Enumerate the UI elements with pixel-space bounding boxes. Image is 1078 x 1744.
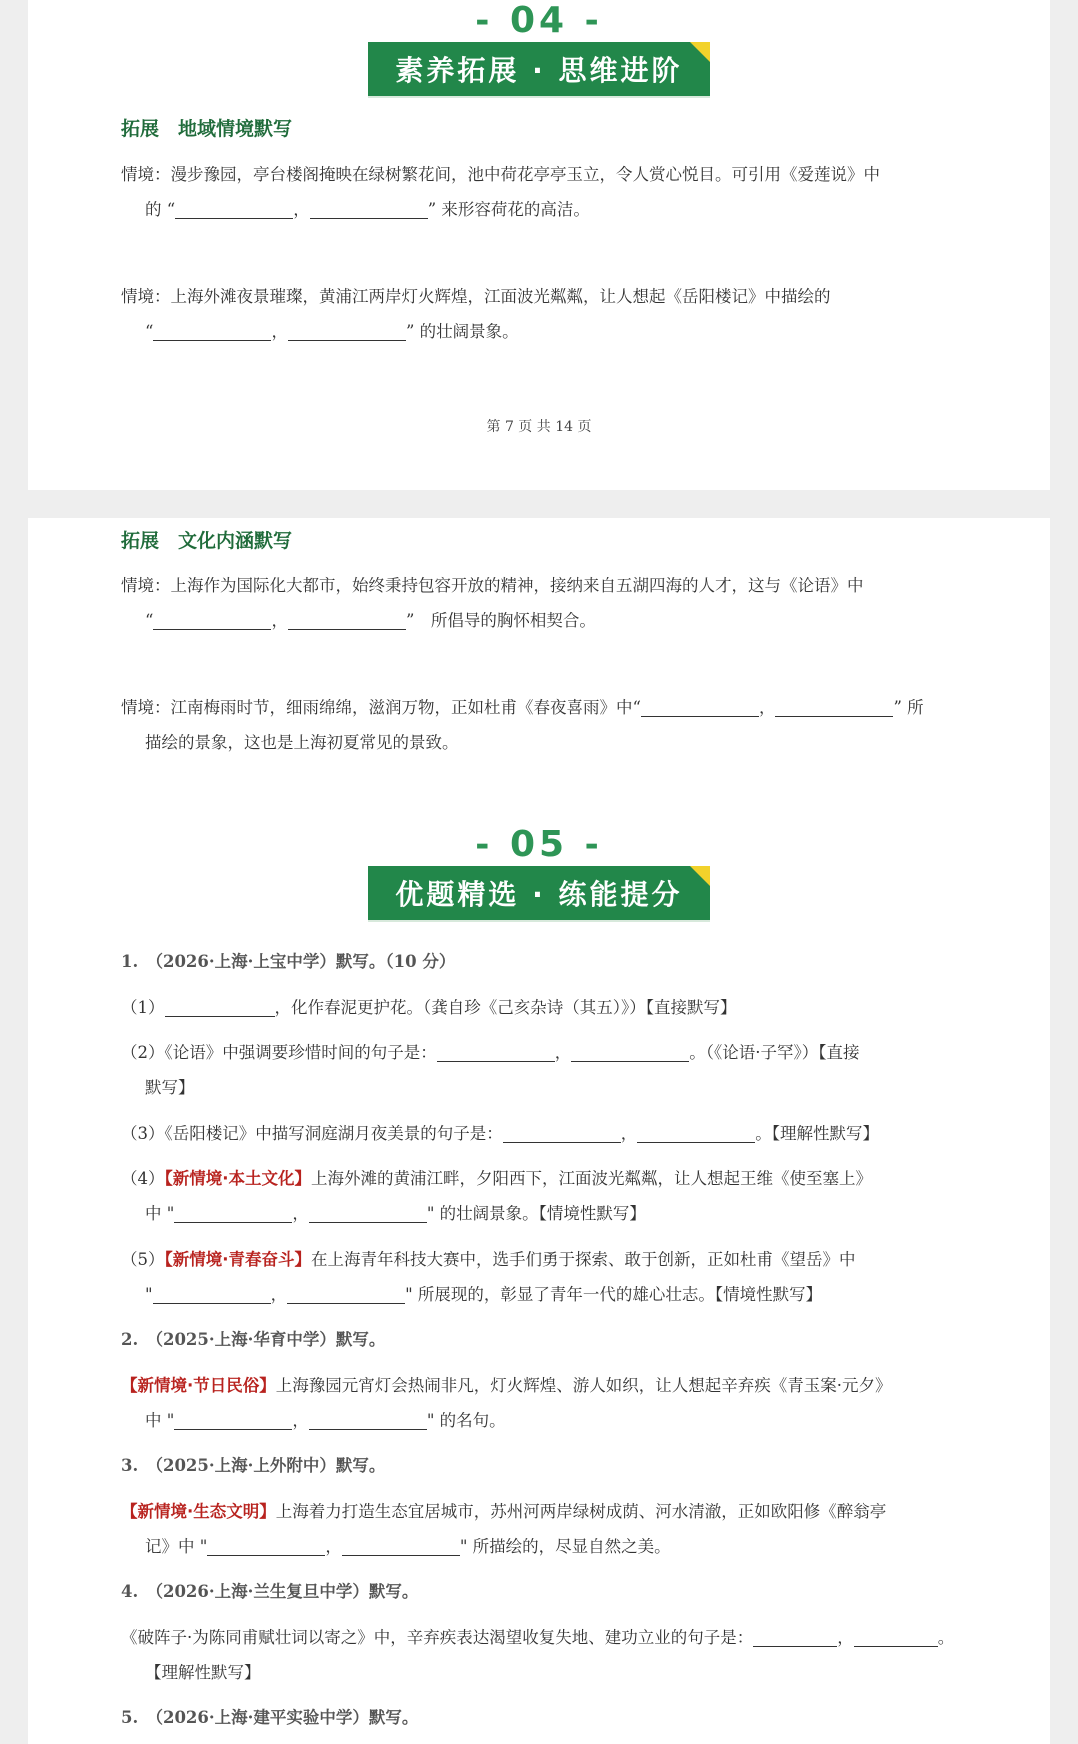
text: ” 所倡导的胸怀相契合。	[405, 611, 596, 630]
question-item	[121, 279, 981, 349]
context-tag: 【新情境·青春奋斗】	[164, 1250, 312, 1269]
text: （1）	[121, 998, 165, 1017]
question-line: 描绘的景象，这也是上海初夏常见的景致。	[145, 733, 459, 752]
document-page-7	[28, 0, 1050, 490]
text: （5）	[121, 1250, 165, 1269]
context-tag: 【新情境·节日民俗】	[121, 1376, 276, 1395]
question-line: “ ， ” 的壮阔景象。	[145, 322, 519, 341]
text: （2）《论语》中强调要珍惜时间的句子是：	[121, 1043, 437, 1062]
dash-left: -	[475, 1, 494, 41]
answer-blank[interactable]	[309, 1409, 427, 1430]
text: ” 的壮阔景象。	[405, 322, 519, 341]
text: " 所描绘的，尽显自然之美。	[459, 1537, 671, 1556]
subsection-title: 拓展 文化内涵默写	[121, 530, 293, 552]
answer-blank[interactable]	[854, 1626, 938, 1647]
text: ，化作春泥更护花。（龚自珍《己亥杂诗（其五）》）【直接默写】	[274, 998, 737, 1017]
context-tag: 【新情境·本土文化】	[164, 1169, 312, 1188]
text: ” 所	[893, 698, 924, 717]
question-item	[121, 157, 981, 227]
banner-text: 优题精选 · 练能提分	[395, 878, 683, 911]
answer-blank[interactable]	[288, 609, 406, 630]
section-banner-04	[368, 42, 710, 96]
text: 上海外滩的黄浦江畔，夕阳西下，江面波光粼粼，让人想起王维《使至塞上》	[311, 1169, 873, 1188]
question-line: 中 " ， " 的名句。	[145, 1411, 506, 1430]
text: 的 “	[145, 200, 176, 219]
banner-corner-decoration	[690, 866, 710, 886]
dash-right: -	[584, 1, 603, 41]
section-number-text: 05	[509, 824, 569, 865]
document-page-8	[28, 518, 1050, 1744]
question-item	[121, 1368, 981, 1438]
answer-blank[interactable]	[775, 696, 893, 717]
text: 上海着力打造生态宜居城市，苏州河两岸绿树成荫、河水清澈，正如欧阳修《醉翁亭	[275, 1502, 887, 1521]
sub-question	[121, 1242, 981, 1312]
text: " 的壮阔景象。【情境性默写】	[426, 1204, 646, 1223]
text: 《破阵子·为陈同甫赋壮词以寄之》中，辛弃疾表达渴望收复失地、建功立业的句子是：	[121, 1628, 754, 1647]
text: 。（《论语·子罕》）【直接	[689, 1043, 860, 1062]
answer-blank[interactable]	[288, 320, 406, 341]
subsection-title: 拓展 地域情境默写	[121, 118, 293, 140]
question-line: 记》中 " ， " 所描绘的，尽显自然之美。	[145, 1537, 671, 1556]
sub-question: （3）《岳阳楼记》中描写洞庭湖月夜美景的句子是： ， 。【理解性默写】	[121, 1124, 879, 1143]
answer-blank[interactable]	[175, 198, 293, 219]
question-item	[121, 690, 981, 760]
sub-question	[121, 1035, 981, 1105]
section-number-text: 04	[509, 0, 569, 41]
banner-text: 素养拓展 · 思维进阶	[395, 54, 683, 87]
question-heading: 5. （2026·上海·建平实验中学）默写。	[121, 1708, 419, 1727]
section-number-05	[28, 824, 1050, 865]
question-line	[121, 1161, 981, 1196]
question-line: “ ， ” 所倡导的胸怀相契合。	[145, 611, 596, 630]
question-line: 的 “ ， ” 来形容荷花的高洁。	[145, 200, 590, 219]
answer-blank[interactable]	[174, 1409, 292, 1430]
text: 记》中 "	[145, 1537, 208, 1556]
question-heading: 2. （2025·上海·华育中学）默写。	[121, 1330, 386, 1349]
sub-question	[121, 990, 981, 1025]
text: " 所展现的，彰显了青年一代的雄心壮志。【情境性默写】	[405, 1285, 823, 1304]
text: " 的名句。	[426, 1411, 506, 1430]
question-line	[121, 1242, 981, 1277]
question-heading: 3. （2025·上海·上外附中）默写。	[121, 1456, 386, 1475]
question-line: 情境：上海外滩夜景璀璨，黄浦江两岸灯火辉煌，江面波光粼粼，让人想起《岳阳楼记》中描绘的	[121, 287, 831, 306]
question-line: 《破阵子·为陈同甫赋壮词以寄之》中，辛弃疾表达渴望收复失地、建功立业的句子是： ， 。	[121, 1628, 955, 1647]
text: 在上海青年科技大赛中，选手们勇于探索、敢于创新，正如杜甫《望岳》中	[311, 1250, 856, 1269]
text: 中 "	[145, 1204, 175, 1223]
text: （4）	[121, 1169, 165, 1188]
section-banner-05	[368, 866, 710, 920]
answer-blank[interactable]	[753, 1626, 837, 1647]
answer-blank[interactable]	[342, 1535, 460, 1556]
text: “	[145, 322, 154, 341]
question-item	[121, 1494, 981, 1564]
text: ” 来形容荷花的高洁。	[427, 200, 590, 219]
answer-blank[interactable]	[503, 1122, 621, 1143]
dash-right: -	[584, 825, 603, 865]
question-line: 情境：漫步豫园，亭台楼阁掩映在绿树繁花间，池中荷花亭亭玉立，令人赏心悦目。可引用《爱莲说》中	[121, 165, 880, 184]
question-line: 情境：江南梅雨时节，细雨绵绵，滋润万物，正如杜甫《春夜喜雨》中“ ， ” 所	[121, 698, 924, 717]
context-tag: 【新情境·生态文明】	[121, 1502, 276, 1521]
answer-blank[interactable]	[153, 320, 271, 341]
answer-blank[interactable]	[174, 1202, 292, 1223]
answer-blank[interactable]	[287, 1283, 405, 1304]
banner-corner-decoration	[690, 42, 710, 62]
question-heading: 4. （2026·上海·兰生复旦中学）默写。	[121, 1582, 419, 1601]
answer-blank[interactable]	[637, 1122, 755, 1143]
page-footer: 第 7 页 共 14 页	[486, 419, 592, 435]
text: 上海豫园元宵灯会热闹非凡，灯火辉煌、游人如织，让人想起辛弃疾《青玉案·元夕》	[275, 1376, 892, 1395]
text: 中 "	[145, 1411, 175, 1430]
text: “	[145, 611, 154, 630]
answer-blank[interactable]	[310, 198, 428, 219]
answer-blank[interactable]	[571, 1041, 689, 1062]
question-item	[121, 1620, 981, 1690]
question-line	[121, 1368, 981, 1403]
question-item	[121, 568, 981, 638]
question-line	[121, 1494, 981, 1529]
answer-blank[interactable]	[207, 1535, 325, 1556]
text: （3）《岳阳楼记》中描写洞庭湖月夜美景的句子是：	[121, 1124, 503, 1143]
sub-question	[121, 1161, 981, 1231]
dash-left: -	[475, 825, 494, 865]
question-line: 【理解性默写】	[145, 1663, 261, 1682]
answer-blank[interactable]	[641, 696, 759, 717]
answer-blank[interactable]	[153, 609, 271, 630]
question-line: 情境：上海作为国际化大都市，始终秉持包容开放的精神，接纳来自五湖四海的人才，这与《论语》中	[121, 576, 864, 595]
text: 。【理解性默写】	[755, 1124, 879, 1143]
section-number-04	[28, 0, 1050, 41]
text: 情境：江南梅雨时节，细雨绵绵，滋润万物，正如杜甫《春夜喜雨》中“	[121, 698, 641, 717]
question-heading: 1. （2026·上海·上宝中学）默写。（10 分）	[121, 952, 456, 971]
answer-blank[interactable]	[153, 1283, 271, 1304]
answer-blank[interactable]	[165, 996, 275, 1017]
answer-blank[interactable]	[309, 1202, 427, 1223]
answer-blank[interactable]	[437, 1041, 555, 1062]
question-line: （2）《论语》中强调要珍惜时间的句子是： ， 。（《论语·子罕》）【直接	[121, 1043, 860, 1062]
text: "	[145, 1285, 153, 1304]
question-line: 默写】	[145, 1078, 195, 1097]
text: 。	[937, 1628, 955, 1647]
question-line: 中 " ， " 的壮阔景象。【情境性默写】	[145, 1204, 646, 1223]
question-line: " ， " 所展现的，彰显了青年一代的雄心壮志。【情境性默写】	[145, 1285, 823, 1304]
